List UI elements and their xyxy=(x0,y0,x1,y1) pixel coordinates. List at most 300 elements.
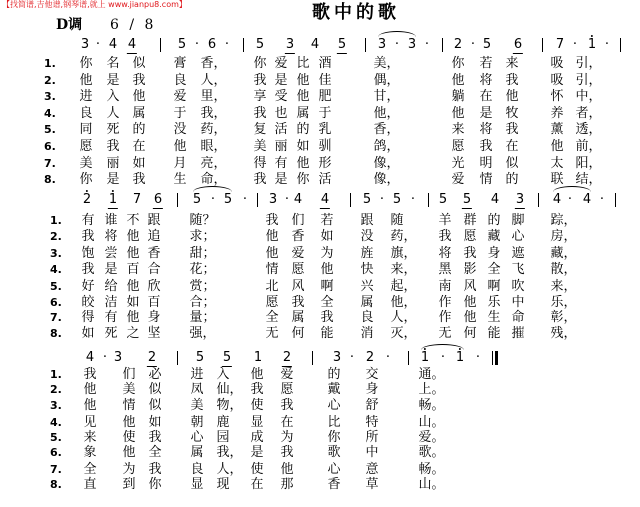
lyric-syllable: 能 xyxy=(487,326,501,341)
lyric-syllable: 于 xyxy=(318,106,332,121)
lyric-syllable: 何 xyxy=(291,326,305,341)
lyric-syllable: 房， xyxy=(550,229,577,244)
lyric-syllable: 愿 xyxy=(463,229,477,244)
lyric-syllable: 受 xyxy=(274,89,288,104)
note: 3 xyxy=(80,37,90,52)
lyric-syllable: 入 xyxy=(216,367,230,382)
lyric-syllable: 将 xyxy=(479,73,493,88)
note: 4 xyxy=(582,192,592,207)
lyric-syllable: 们 xyxy=(291,213,305,228)
lyric-syllable: 我 xyxy=(253,106,267,121)
verse-number: 2. xyxy=(44,74,56,87)
lyric-syllable: 他， xyxy=(390,295,417,310)
lyric-syllable: 他 xyxy=(250,367,264,382)
note: 4 xyxy=(552,192,562,207)
lyric-syllable: 乐， xyxy=(550,295,577,310)
lyric-syllable: 你 xyxy=(79,56,93,71)
lyric-syllable: 如 xyxy=(81,326,95,341)
note: 1 xyxy=(108,192,118,207)
lyric-syllable: 见 xyxy=(83,415,97,430)
verse-number: 8. xyxy=(50,478,62,491)
lyric-syllable: 风 xyxy=(463,279,477,294)
lyric-syllable: 美 xyxy=(122,382,136,397)
lyric-syllable: 你 xyxy=(327,430,341,445)
note: 3 xyxy=(407,37,417,52)
lyric-syllable: 属 xyxy=(132,106,146,121)
lyric-syllable: 愿 xyxy=(451,139,465,154)
lyric-syllable: 畅。 xyxy=(418,462,445,477)
note: 4 xyxy=(320,192,330,207)
lyric-syllable: 里， xyxy=(200,89,227,104)
dot-extension: · xyxy=(410,192,416,207)
lyric-syllable: 佳 xyxy=(318,73,332,88)
lyric-syllable: 香， xyxy=(200,56,227,71)
lyric-syllable: 同 xyxy=(79,122,93,137)
lyric-syllable: 得 xyxy=(81,310,95,325)
lyric-syllable: 形 xyxy=(318,156,332,171)
lyric-syllable: 摧 xyxy=(511,326,525,341)
lyric-syllable: 联 xyxy=(550,172,564,187)
note: 3 xyxy=(285,37,295,52)
lyric-syllable: 鸽， xyxy=(373,139,400,154)
lyric-syllable: 光 xyxy=(451,156,465,171)
lyric-syllable: 我 xyxy=(253,172,267,187)
lyric-syllable: 生 xyxy=(487,310,501,325)
lyric-syllable: 园 xyxy=(216,430,230,445)
lyric-syllable: 象 xyxy=(83,445,97,460)
note: 3 xyxy=(113,350,123,365)
lyric-syllable: 他 xyxy=(463,295,477,310)
lyric-syllable: 他 xyxy=(126,246,140,261)
lyric-syllable: 全 xyxy=(148,445,162,460)
barline xyxy=(160,38,161,52)
lyric-syllable: 活 xyxy=(318,172,332,187)
lyric-syllable: 仙， xyxy=(216,382,243,397)
lyric-syllable: 之 xyxy=(126,326,140,341)
lyric-syllable: 人， xyxy=(390,310,417,325)
barline xyxy=(177,193,178,207)
note: 5 xyxy=(195,350,205,365)
lyric-syllable: 酒 xyxy=(318,56,332,71)
lyric-syllable: 影 xyxy=(463,262,477,277)
lyric-syllable: 他 xyxy=(79,73,93,88)
verse-number: 4. xyxy=(50,263,62,276)
lyric-syllable: 你 xyxy=(451,56,465,71)
note: 4 xyxy=(85,350,95,365)
lyric-syllable: 洁 xyxy=(104,295,118,310)
barline xyxy=(365,38,366,52)
lyric-syllable: 全 xyxy=(265,310,279,325)
lyric-syllable: 他 xyxy=(296,156,310,171)
lyric-syllable: 有 xyxy=(104,310,118,325)
note: 5 xyxy=(362,192,372,207)
note: 4 xyxy=(490,192,500,207)
lyric-syllable: 将 xyxy=(479,122,493,137)
lyric-syllable: 中， xyxy=(575,89,602,104)
song-title: 歌中的歌 xyxy=(312,2,400,23)
barline xyxy=(257,193,258,207)
lyric-syllable: 百 xyxy=(147,295,161,310)
lyric-syllable: 怀 xyxy=(550,89,564,104)
lyric-syllable: 若 xyxy=(320,213,334,228)
lyric-syllable: 他 xyxy=(83,398,97,413)
lyric-syllable: 欣 xyxy=(147,279,161,294)
lyric-syllable: 舒 xyxy=(365,398,379,413)
lyric-syllable: 香 xyxy=(291,229,305,244)
barline xyxy=(177,351,178,365)
dot-extension: · xyxy=(102,350,108,365)
note: 2 xyxy=(365,350,375,365)
lyric-syllable: 将 xyxy=(438,246,452,261)
lyric-syllable: 为 xyxy=(320,246,334,261)
dot-extension: · xyxy=(349,350,355,365)
lyric-syllable: 来 xyxy=(505,56,519,71)
lyric-syllable: 交 xyxy=(365,367,379,382)
dot-extension: · xyxy=(194,37,200,52)
barline xyxy=(615,193,616,207)
lyric-syllable: 的 xyxy=(487,213,501,228)
lyric-syllable: 进 xyxy=(79,89,93,104)
lyric-syllable: 美 xyxy=(190,398,204,413)
lyric-syllable: 属 xyxy=(360,295,374,310)
lyric-syllable: 将 xyxy=(104,229,118,244)
lyric-syllable: 遮 xyxy=(511,246,525,261)
lyric-syllable: 显 xyxy=(190,477,204,492)
lyric-syllable: 给 xyxy=(104,279,118,294)
verse-number: 4. xyxy=(44,107,56,120)
barline xyxy=(408,351,409,365)
lyric-syllable: 他 xyxy=(296,73,310,88)
verse-number: 6. xyxy=(50,446,62,459)
lyric-syllable: 如 xyxy=(148,415,162,430)
lyric-syllable: 藏 xyxy=(487,229,501,244)
lyric-syllable: 他 xyxy=(296,89,310,104)
note: 2 xyxy=(453,37,463,52)
lyric-syllable: 他 xyxy=(265,246,279,261)
lyric-syllable: 我 xyxy=(250,382,264,397)
lyric-syllable: 尝 xyxy=(104,246,118,261)
lyric-syllable: 你 xyxy=(296,172,310,187)
lyric-syllable: 阳， xyxy=(575,156,602,171)
lyric-syllable: 他 xyxy=(280,462,294,477)
lyric-syllable: 心 xyxy=(327,398,341,413)
lyric-syllable: 他 xyxy=(126,310,140,325)
verse-number: 5. xyxy=(44,123,56,136)
lyric-syllable: 歌。 xyxy=(418,445,445,460)
barline xyxy=(620,38,621,52)
note: 4 xyxy=(108,37,118,52)
lyric-syllable: 特 xyxy=(365,415,379,430)
lyric-syllable: 为 xyxy=(280,430,294,445)
lyric-syllable: 属 xyxy=(296,106,310,121)
barline xyxy=(542,38,543,52)
lyric-syllable: 透， xyxy=(575,122,602,137)
lyric-syllable: 群 xyxy=(463,213,477,228)
note: 3 xyxy=(332,350,342,365)
lyric-syllable: 他 xyxy=(126,229,140,244)
lyric-syllable: 如 xyxy=(320,229,334,244)
lyric-syllable: 活 xyxy=(274,122,288,137)
lyric-syllable: 者， xyxy=(575,106,602,121)
lyric-syllable: 是 xyxy=(106,172,120,187)
lyric-syllable: 物， xyxy=(216,398,243,413)
lyric-syllable: 我 xyxy=(280,398,294,413)
lyric-syllable: 身 xyxy=(365,382,379,397)
lyric-syllable: 他 xyxy=(550,139,564,154)
lyric-syllable: 作 xyxy=(438,295,452,310)
lyric-syllable: 不 xyxy=(126,213,140,228)
verse-number: 2. xyxy=(50,230,62,243)
dot-extension: · xyxy=(599,192,605,207)
lyric-syllable: 我 xyxy=(505,122,519,137)
lyric-syllable: 有 xyxy=(81,213,95,228)
lyric-syllable: 作 xyxy=(438,310,452,325)
lyric-syllable: 追 xyxy=(147,229,161,244)
lyric-syllable: 养 xyxy=(550,106,564,121)
note: 5 xyxy=(337,37,347,52)
lyric-syllable: 啊 xyxy=(487,279,501,294)
lyric-syllable: 来 xyxy=(83,430,97,445)
lyric-syllable: 无 xyxy=(265,326,279,341)
lyric-syllable: 坚 xyxy=(147,326,161,341)
dot-extension: · xyxy=(394,37,400,52)
lyric-syllable: 中 xyxy=(511,295,525,310)
lyric-syllable: 眼， xyxy=(200,139,227,154)
lyric-syllable: 吸 xyxy=(550,73,564,88)
dot-extension: · xyxy=(210,192,216,207)
note: 5 xyxy=(223,192,233,207)
lyric-syllable: 是 xyxy=(274,73,288,88)
lyric-syllable: 为 xyxy=(122,462,136,477)
tie-slur xyxy=(553,186,591,192)
lyric-syllable: 们 xyxy=(122,367,136,382)
dot-extension: · xyxy=(224,37,230,52)
lyric-syllable: 似 xyxy=(148,398,162,413)
time-signature: 6 / 8 xyxy=(110,17,157,33)
lyric-syllable: 心 xyxy=(190,430,204,445)
lyric-syllable: 愿 xyxy=(291,262,305,277)
lyric-syllable: 爱 xyxy=(280,367,294,382)
barline xyxy=(350,193,351,207)
lyric-syllable: 强， xyxy=(189,326,216,341)
lyric-syllable: 薰 xyxy=(550,122,564,137)
lyric-syllable: 丽 xyxy=(106,156,120,171)
verse-number: 1. xyxy=(50,368,62,381)
note: 5 xyxy=(392,192,402,207)
lyric-syllable: 享 xyxy=(253,89,267,104)
lyric-syllable: 我 xyxy=(253,73,267,88)
note: 3 xyxy=(377,37,387,52)
lyric-syllable: 太 xyxy=(550,156,564,171)
lyric-syllable: 比 xyxy=(296,56,310,71)
lyric-syllable: 他 xyxy=(132,89,146,104)
verse-number: 6. xyxy=(50,296,62,309)
lyric-syllable: 如 xyxy=(296,139,310,154)
lyric-syllable: 无 xyxy=(438,326,452,341)
lyric-syllable: 踪， xyxy=(550,213,577,228)
lyric-syllable: 在 xyxy=(505,139,519,154)
verse-number: 1. xyxy=(44,57,56,70)
note: 1 xyxy=(420,350,430,365)
verse-number: 1. xyxy=(50,214,62,227)
lyric-syllable: 我 xyxy=(291,295,305,310)
lyric-syllable: 于 xyxy=(173,106,187,121)
verse-number: 7. xyxy=(50,463,62,476)
lyric-syllable: 我 xyxy=(132,73,146,88)
lyric-syllable: 使 xyxy=(250,398,264,413)
barline xyxy=(428,193,429,207)
lyric-syllable: 皎 xyxy=(81,295,95,310)
lyric-syllable: 牧 xyxy=(505,106,519,121)
barline xyxy=(243,38,244,52)
lyric-syllable: 药， xyxy=(200,122,227,137)
barline xyxy=(442,38,443,52)
lyric-syllable: 甜； xyxy=(189,246,216,261)
lyric-syllable: 我 xyxy=(463,246,477,261)
lyric-syllable: 是 xyxy=(274,172,288,187)
lyric-syllable: 他 xyxy=(173,139,187,154)
lyric-syllable: 情 xyxy=(122,398,136,413)
lyric-syllable: 南 xyxy=(438,279,452,294)
lyric-syllable: 前， xyxy=(575,139,602,154)
note: 1 xyxy=(587,37,597,52)
verse-number: 5. xyxy=(50,431,62,444)
lyric-syllable: 人， xyxy=(200,73,227,88)
lyric-syllable: 全 xyxy=(83,462,97,477)
lyric-syllable: 我 xyxy=(320,310,334,325)
lyric-syllable: 情 xyxy=(479,172,493,187)
lyric-syllable: 甘， xyxy=(373,89,400,104)
lyric-syllable: 山。 xyxy=(418,415,445,430)
lyric-syllable: 全 xyxy=(487,262,501,277)
verse-number: 5. xyxy=(50,280,62,293)
note: 5 xyxy=(255,37,265,52)
lyric-syllable: 羊 xyxy=(438,213,452,228)
lyric-syllable: 上。 xyxy=(418,382,445,397)
lyric-syllable: 随？ xyxy=(189,213,216,228)
note: 1 xyxy=(253,350,263,365)
lyric-syllable: 引， xyxy=(575,56,602,71)
lyric-syllable: 鹿 xyxy=(216,415,230,430)
lyric-syllable: 快 xyxy=(360,262,374,277)
note: 3 xyxy=(515,192,525,207)
lyric-syllable: 的 xyxy=(132,122,146,137)
lyric-syllable: 乐 xyxy=(487,295,501,310)
lyric-syllable: 跟 xyxy=(147,213,161,228)
lyric-syllable: 我 xyxy=(479,139,493,154)
lyric-syllable: 我 xyxy=(438,229,452,244)
lyric-syllable: 他 xyxy=(463,310,477,325)
lyric-syllable: 爱 xyxy=(291,246,305,261)
lyric-syllable: 属 xyxy=(291,310,305,325)
lyric-syllable: 显 xyxy=(250,415,264,430)
dot-extension: · xyxy=(475,350,481,365)
lyric-syllable: 那 xyxy=(280,477,294,492)
lyric-syllable: 中 xyxy=(365,445,379,460)
lyric-syllable: 身 xyxy=(147,310,161,325)
lyric-syllable: 吸 xyxy=(550,56,564,71)
dot-extension: · xyxy=(385,350,391,365)
lyric-syllable: 直 xyxy=(83,477,97,492)
lyric-syllable: 名 xyxy=(106,56,120,71)
verse-number: 7. xyxy=(44,157,56,170)
dot-extension: · xyxy=(470,37,476,52)
lyric-syllable: 跟 xyxy=(360,213,374,228)
lyric-syllable: 明 xyxy=(479,156,493,171)
lyric-syllable: 膏 xyxy=(173,56,187,71)
lyric-syllable: 使 xyxy=(122,430,136,445)
lyric-syllable: 散， xyxy=(550,262,577,277)
note: 5 xyxy=(222,350,232,365)
lyric-syllable: 死 xyxy=(104,326,118,341)
lyric-syllable: 他 xyxy=(451,106,465,121)
lyric-syllable: 我 xyxy=(83,367,97,382)
verse-number: 3. xyxy=(50,399,62,412)
lyric-syllable: 来， xyxy=(550,279,577,294)
lyric-syllable: 月 xyxy=(173,156,187,171)
note: 6 xyxy=(207,37,217,52)
lyric-syllable: 进 xyxy=(190,367,204,382)
verse-number: 4. xyxy=(50,416,62,429)
lyric-syllable: 我 xyxy=(81,262,95,277)
lyric-syllable: 人， xyxy=(216,462,243,477)
lyric-syllable: 他 xyxy=(122,445,136,460)
lyric-syllable: 是 xyxy=(250,445,264,460)
lyric-syllable: 歌 xyxy=(327,445,341,460)
lyric-syllable: 合； xyxy=(189,295,216,310)
site-watermark: 【找简谱,吉他谱,钢琴谱,就上 www.jianpu8.com】 xyxy=(2,0,187,9)
final-double-barline xyxy=(492,351,498,365)
lyric-syllable: 命， xyxy=(200,172,227,187)
barline xyxy=(538,193,539,207)
verse-number: 7. xyxy=(50,311,62,324)
lyric-syllable: 脚 xyxy=(511,213,525,228)
lyric-syllable: 他 xyxy=(505,89,519,104)
lyric-syllable: 肥 xyxy=(318,89,332,104)
lyric-syllable: 在 xyxy=(479,89,493,104)
note: 2 xyxy=(282,350,292,365)
note: 1 xyxy=(455,350,465,365)
tie-slur xyxy=(193,186,232,192)
lyric-syllable: 我 xyxy=(148,430,162,445)
dot-extension: · xyxy=(242,192,248,207)
dot-extension: · xyxy=(379,192,385,207)
lyric-syllable: 他 xyxy=(126,279,140,294)
dot-extension: · xyxy=(284,192,290,207)
lyric-syllable: 凤 xyxy=(190,382,204,397)
lyric-syllable: 百 xyxy=(126,262,140,277)
lyric-syllable: 没 xyxy=(173,122,187,137)
lyric-syllable: 死 xyxy=(106,122,120,137)
note: 5 xyxy=(438,192,448,207)
lyric-syllable: 必 xyxy=(148,367,162,382)
verse-number: 2. xyxy=(50,383,62,396)
lyric-syllable: 属 xyxy=(190,445,204,460)
lyric-syllable: 通。 xyxy=(418,367,445,382)
lyric-syllable: 他 xyxy=(320,262,334,277)
lyric-syllable: 的 xyxy=(296,122,310,137)
dot-extension: · xyxy=(604,37,610,52)
lyric-syllable: 藏， xyxy=(550,246,577,261)
lyric-syllable: 我 xyxy=(106,139,120,154)
lyric-syllable: 彰， xyxy=(550,310,577,325)
lyric-syllable: 的 xyxy=(327,367,341,382)
note: 4 xyxy=(310,37,320,52)
lyric-syllable: 香 xyxy=(327,477,341,492)
lyric-syllable: 亮， xyxy=(200,156,227,171)
lyric-syllable: 驯 xyxy=(318,139,332,154)
verse-number: 8. xyxy=(44,173,56,186)
